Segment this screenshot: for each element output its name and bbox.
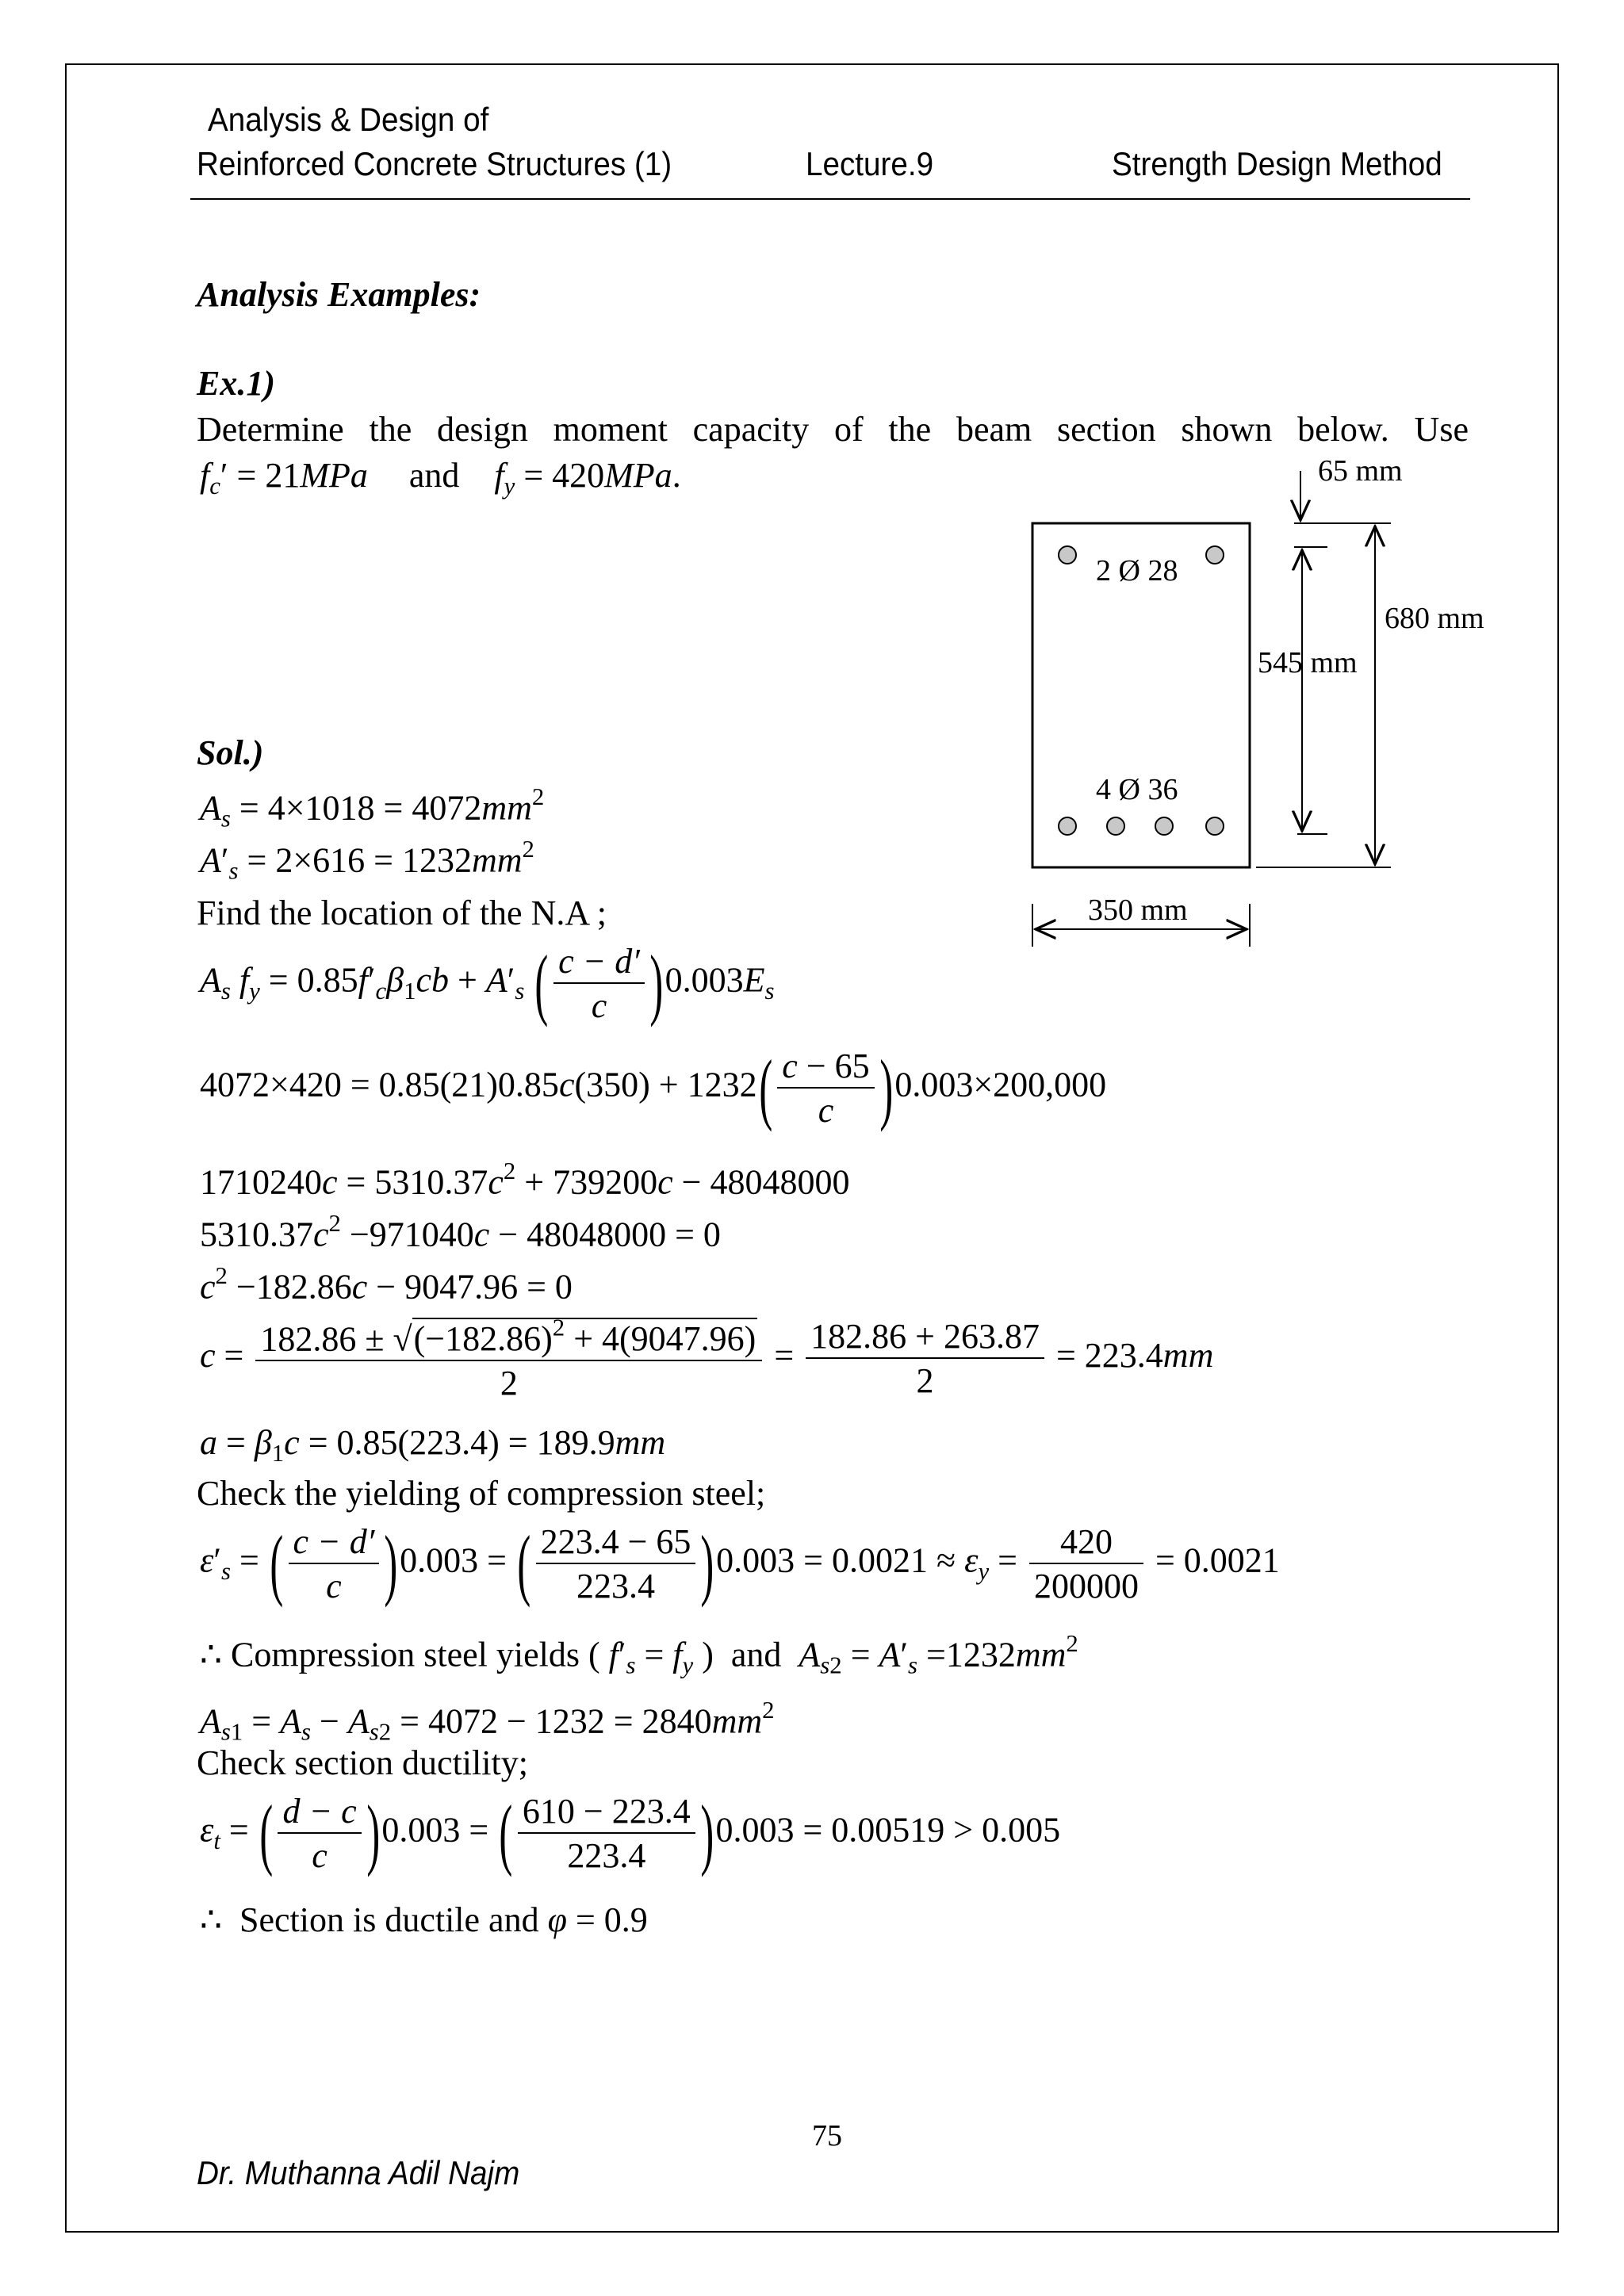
top-bar bbox=[1059, 546, 1076, 564]
check-ductility-text: Check section ductility; bbox=[197, 1743, 528, 1782]
course-title-line2: Reinforced Concrete Structures (1) bbox=[197, 145, 672, 182]
bottom-bar bbox=[1059, 817, 1076, 835]
header-rule bbox=[190, 198, 1470, 200]
eq-eps-s: $\varepsilon'_s$ = ( $\frac{c - d'}{c}$ )0.003 = ( $\frac{223.4 - 65}{223.4}$ )$0.003 = 0.0021 \approx \varepsilon_y$ = $\frac{420}{200000}$ = 0.0021 bbox=[200, 1519, 1280, 1608]
eq-a: $a = \beta_1c = 0.85(223.4) = 189.9mm$ bbox=[200, 1423, 666, 1468]
eq-as: $A_s = 4\times 1018 = 4072mm^2$ bbox=[200, 783, 545, 832]
bottom-bar bbox=[1107, 817, 1124, 835]
eq-as-prime: $A'_s = 2\times 616 = 1232mm^2$ bbox=[200, 836, 534, 885]
top-bars-label: 2 Ø 28 bbox=[1096, 554, 1178, 587]
top-bar bbox=[1206, 546, 1224, 564]
b-dim: 350 mm bbox=[1088, 894, 1188, 927]
eq-general: $A_s$ $f_y = 0.85f'_c\beta_1cb + A'_s$ ( $\frac{c - d'}{c}$ )$0.003E_s$ bbox=[200, 939, 775, 1027]
lecture-label: Lecture.9 bbox=[806, 145, 934, 182]
bottom-bars-label: 4 Ø 36 bbox=[1096, 773, 1178, 806]
example-label: Ex.1) bbox=[197, 364, 275, 403]
h-dim: 680 mm bbox=[1385, 602, 1484, 635]
author-name: Dr. Muthanna Adil Najm bbox=[197, 2154, 520, 2191]
ductile-text: ∴ Section is ductile and φ = 0.9 bbox=[200, 1900, 648, 1939]
eq-c: c = $\frac{182.86 \pm √(-182.86)^2 + 4(9047.96)}{2}$ = $\frac{182.86 + 263.87}{2}$ = 223.4mm bbox=[200, 1314, 1214, 1403]
page-number: 75 bbox=[812, 2119, 842, 2152]
bottom-bar bbox=[1206, 817, 1224, 835]
eq-numeric: 4072×420 = 0.85(21)0.85c(350) + 1232( $\frac{c - 65}{c}$ )0.003×200,000 bbox=[200, 1043, 1107, 1132]
eq-norm: $c^2 -182.86c - 9047.96 = 0$ bbox=[200, 1262, 573, 1307]
eq-expand: $1710240c = 5310.37c^2 + 739200c - 48048000$ bbox=[200, 1158, 850, 1202]
eq-quad: $5310.37c^2 -971040c - 48048000 = 0$ bbox=[200, 1210, 721, 1254]
given-values: $f_c' = 21MPa$ and $f_y = 420MPa$. bbox=[200, 456, 681, 500]
section-title: Analysis Examples: bbox=[197, 275, 481, 314]
solution-label: Sol.) bbox=[197, 733, 264, 772]
bottom-bar bbox=[1155, 817, 1173, 835]
comp-yields-text: ∴ Compression steel yields ( $f'_s = f_y$ ) and $A_{s2} = A'_s =1232mm^2$ bbox=[200, 1630, 1078, 1679]
eq-eps-t: $\varepsilon_t$ = ( $\frac{d - c}{c}$ )0.003 = ( $\frac{610 - 223.4}{223.4}$ )0.003 = 0.00519 > 0.005 bbox=[200, 1789, 1061, 1877]
find-na-text: Find the location of the N.A ; bbox=[197, 894, 607, 932]
beam-section-figure bbox=[1015, 460, 1507, 983]
d-dim: 545 mm bbox=[1258, 646, 1358, 679]
cover-dim: 65 mm bbox=[1318, 460, 1403, 488]
topic-label: Strength Design Method bbox=[1112, 145, 1442, 182]
course-title-line1: Analysis & Design of bbox=[208, 101, 489, 138]
check-compression-text: Check the yielding of compression steel; bbox=[197, 1474, 766, 1513]
eq-as1: $A_{s1} = A_s - A_{s2} = 4072 - 1232 = 2840mm^2$ bbox=[200, 1697, 775, 1746]
example-statement: Determine the design moment capacity of the beam section shown below. Use bbox=[197, 410, 1469, 449]
